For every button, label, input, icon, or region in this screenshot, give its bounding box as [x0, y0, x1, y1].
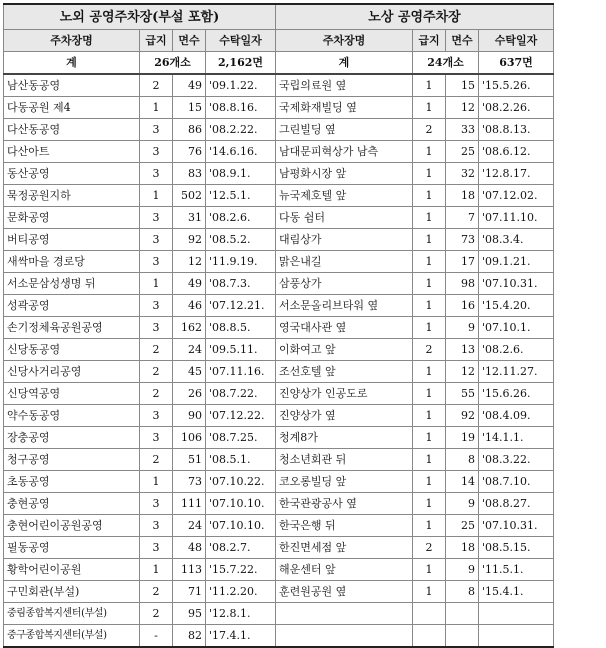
left-cell-grade: 3 [140, 207, 173, 229]
left-cell-grade: 3 [140, 515, 173, 537]
left-cell-spaces: 73 [173, 471, 206, 493]
left-cell-grade: 2 [140, 581, 173, 603]
right-cell-spaces: 12 [446, 97, 479, 119]
left-cell-spaces: 90 [173, 405, 206, 427]
col-header-name: 주차장명 [276, 30, 413, 52]
right-cell-date [479, 603, 554, 625]
right-cell-date: '07.11.10. [479, 207, 554, 229]
right-cell-name: 남대문피혁상가 남측 [276, 141, 413, 163]
right-cell-grade: 1 [413, 317, 446, 339]
right-cell-date: '08.8.27. [479, 493, 554, 515]
right-cell-grade: 2 [413, 119, 446, 141]
left-cell-spaces: 162 [173, 317, 206, 339]
right-cell-name: 청계8가 [276, 427, 413, 449]
left-cell-date: '15.7.22. [206, 559, 276, 581]
left-cell-grade: 2 [140, 339, 173, 361]
left-cell-date: '07.10.22. [206, 471, 276, 493]
left-cell-name: 동산공영 [4, 163, 140, 185]
right-cell-name: 영국대사관 옆 [276, 317, 413, 339]
right-cell-name: 맑은내길 [276, 251, 413, 273]
right-cell-grade: 1 [413, 449, 446, 471]
right-cell-spaces: 18 [446, 185, 479, 207]
right-cell-spaces: 25 [446, 141, 479, 163]
right-cell-date: '08.4.09. [479, 405, 554, 427]
left-cell-spaces: 71 [173, 581, 206, 603]
right-cell-spaces: 17 [446, 251, 479, 273]
right-cell-name: 진양상가 옆 [276, 405, 413, 427]
right-cell-grade: 1 [413, 163, 446, 185]
right-cell-grade: 1 [413, 251, 446, 273]
table-row [4, 449, 554, 471]
col-header-name: 주차장명 [4, 30, 140, 52]
table-row [4, 251, 554, 273]
table-row [4, 185, 554, 207]
right-cell-name: 대림상가 [276, 229, 413, 251]
left-cell-date: '08.9.1. [206, 163, 276, 185]
right-cell-spaces: 9 [446, 493, 479, 515]
left-cell-name: 버티공영 [4, 229, 140, 251]
left-cell-name: 신당사거리공영 [4, 361, 140, 383]
right-cell-spaces [446, 603, 479, 625]
right-cell-date: '07.12.02. [479, 185, 554, 207]
right-cell-name: 해운센터 앞 [276, 559, 413, 581]
left-cell-name: 충현어린이공원공영 [4, 515, 140, 537]
right-cell-name: 청소년회관 뒤 [276, 449, 413, 471]
left-cell-name: 신당동공영 [4, 339, 140, 361]
right-cell-date: '15.5.26. [479, 74, 554, 97]
left-cell-name: 남산동공영 [4, 74, 140, 97]
left-cell-date: '11.2.20. [206, 581, 276, 603]
left-cell-grade: 3 [140, 317, 173, 339]
left-cell-name: 다동공원 제4 [4, 97, 140, 119]
left-cell-name: 다산아트 [4, 141, 140, 163]
left-cell-date: '08.7.22. [206, 383, 276, 405]
left-cell-name: 중림종합복지센터(부설) [4, 603, 140, 625]
right-cell-spaces: 15 [446, 74, 479, 97]
right-cell-grade: 1 [413, 581, 446, 603]
left-cell-grade: 3 [140, 405, 173, 427]
left-cell-spaces: 49 [173, 273, 206, 295]
right-cell-name: 한진면세점 앞 [276, 537, 413, 559]
left-cell-spaces: 26 [173, 383, 206, 405]
left-cell-grade: 3 [140, 427, 173, 449]
left-cell-name: 묵정공원지하 [4, 185, 140, 207]
table-row [4, 559, 554, 581]
left-cell-date: '07.12.21. [206, 295, 276, 317]
left-cell-spaces: 86 [173, 119, 206, 141]
left-cell-name: 문화공영 [4, 207, 140, 229]
right-cell-date: '15.4.1. [479, 581, 554, 603]
table-row [4, 625, 554, 648]
left-cell-spaces: 113 [173, 559, 206, 581]
left-cell-date: '07.11.16. [206, 361, 276, 383]
left-cell-spaces: 83 [173, 163, 206, 185]
left-cell-spaces: 502 [173, 185, 206, 207]
table-row [4, 427, 554, 449]
right-cell-spaces: 8 [446, 581, 479, 603]
left-cell-name: 신당역공영 [4, 383, 140, 405]
left-cell-date: '14.6.16. [206, 141, 276, 163]
table-row [4, 537, 554, 559]
left-cell-date: '09.5.11. [206, 339, 276, 361]
left-cell-date: '07.10.10. [206, 493, 276, 515]
left-cell-date: '08.7.25. [206, 427, 276, 449]
table-row [4, 361, 554, 383]
total-spaces: 2,162면 [206, 52, 276, 75]
col-header-date: 수탁일자 [206, 30, 276, 52]
left-cell-name: 충현공영 [4, 493, 140, 515]
right-cell-spaces: 8 [446, 449, 479, 471]
left-cell-name: 초동공영 [4, 471, 140, 493]
left-cell-grade: - [140, 625, 173, 648]
left-cell-spaces: 49 [173, 74, 206, 97]
table-row [4, 581, 554, 603]
left-cell-name: 약수동공영 [4, 405, 140, 427]
right-cell-name: 진양상가 인공도로 [276, 383, 413, 405]
table-row [4, 229, 554, 251]
parking-lot-table [3, 3, 554, 648]
left-cell-date: '08.2.7. [206, 537, 276, 559]
right-cell-grade: 1 [413, 295, 446, 317]
total-spaces: 637면 [479, 52, 554, 75]
table-row [4, 383, 554, 405]
right-cell-date: '15.4.20. [479, 295, 554, 317]
left-cell-name: 황학어린이공원 [4, 559, 140, 581]
left-cell-spaces: 15 [173, 97, 206, 119]
right-cell-date: '12.8.17. [479, 163, 554, 185]
left-cell-grade: 3 [140, 119, 173, 141]
right-cell-name: 한국관광공사 옆 [276, 493, 413, 515]
left-cell-spaces: 24 [173, 339, 206, 361]
right-cell-spaces: 98 [446, 273, 479, 295]
right-cell-name: 국제화재빌딩 옆 [276, 97, 413, 119]
col-header-spaces: 면수 [173, 30, 206, 52]
right-cell-spaces: 19 [446, 427, 479, 449]
left-cell-grade: 1 [140, 273, 173, 295]
right-cell-date: '12.11.27. [479, 361, 554, 383]
right-cell-grade: 1 [413, 74, 446, 97]
left-cell-date: '09.1.22. [206, 74, 276, 97]
left-cell-date: '17.4.1. [206, 625, 276, 648]
total-label: 계 [4, 52, 140, 75]
table-row [4, 317, 554, 339]
right-cell-name: 코오롱빌딩 앞 [276, 471, 413, 493]
right-cell-name: 남평화시장 앞 [276, 163, 413, 185]
left-cell-name: 중구종합복지센터(부설) [4, 625, 140, 648]
left-cell-name: 손기정체육공원공영 [4, 317, 140, 339]
left-cell-grade: 3 [140, 229, 173, 251]
left-cell-grade: 2 [140, 383, 173, 405]
right-cell-name: 훈련원공원 옆 [276, 581, 413, 603]
right-cell-spaces: 55 [446, 383, 479, 405]
right-cell-spaces: 92 [446, 405, 479, 427]
left-cell-grade: 2 [140, 603, 173, 625]
right-cell-spaces [446, 625, 479, 648]
left-cell-date: '07.12.22. [206, 405, 276, 427]
table-row [4, 163, 554, 185]
left-cell-grade: 2 [140, 361, 173, 383]
left-cell-date: '08.8.5. [206, 317, 276, 339]
table-row [4, 273, 554, 295]
right-cell-grade: 1 [413, 471, 446, 493]
left-cell-spaces: 92 [173, 229, 206, 251]
right-cell-spaces: 9 [446, 317, 479, 339]
left-cell-grade: 3 [140, 295, 173, 317]
total-count: 26개소 [140, 52, 206, 75]
table-row [4, 97, 554, 119]
right-cell-grade: 1 [413, 405, 446, 427]
left-cell-grade: 2 [140, 449, 173, 471]
right-cell-spaces: 9 [446, 559, 479, 581]
table-row [4, 515, 554, 537]
left-cell-name: 새싹마을 경로당 [4, 251, 140, 273]
right-cell-spaces: 33 [446, 119, 479, 141]
table-row [4, 471, 554, 493]
right-cell-spaces: 7 [446, 207, 479, 229]
left-cell-name: 필동공영 [4, 537, 140, 559]
right-cell-name: 서소문올리브타워 옆 [276, 295, 413, 317]
col-header-grade: 급지 [140, 30, 173, 52]
right-cell-date: '08.3.4. [479, 229, 554, 251]
left-cell-spaces: 95 [173, 603, 206, 625]
right-cell-date: '08.2.26. [479, 97, 554, 119]
left-cell-date: '08.5.2. [206, 229, 276, 251]
left-cell-name: 성곽공영 [4, 295, 140, 317]
right-cell-grade: 1 [413, 273, 446, 295]
right-cell-spaces: 12 [446, 361, 479, 383]
right-cell-date: '07.10.1. [479, 317, 554, 339]
right-cell-date: '07.10.31. [479, 515, 554, 537]
right-cell-date: '08.7.10. [479, 471, 554, 493]
right-cell-name: 한국은행 뒤 [276, 515, 413, 537]
right-cell-name [276, 625, 413, 648]
right-cell-grade: 2 [413, 537, 446, 559]
right-cell-date: '11.5.1. [479, 559, 554, 581]
left-cell-spaces: 51 [173, 449, 206, 471]
left-cell-spaces: 76 [173, 141, 206, 163]
right-cell-spaces: 14 [446, 471, 479, 493]
right-cell-date: '08.8.13. [479, 119, 554, 141]
right-cell-name: 그린빌딩 옆 [276, 119, 413, 141]
left-cell-name: 다산동공영 [4, 119, 140, 141]
left-cell-date: '08.5.1. [206, 449, 276, 471]
right-cell-spaces: 18 [446, 537, 479, 559]
right-cell-spaces: 32 [446, 163, 479, 185]
right-cell-name: 조선호텔 앞 [276, 361, 413, 383]
right-cell-date: '08.6.12. [479, 141, 554, 163]
right-cell-grade: 1 [413, 229, 446, 251]
left-cell-spaces: 46 [173, 295, 206, 317]
right-cell-spaces: 73 [446, 229, 479, 251]
left-cell-name: 서소문삼성생명 뒤 [4, 273, 140, 295]
left-cell-date: '08.7.3. [206, 273, 276, 295]
right-cell-grade: 1 [413, 207, 446, 229]
right-cell-date: '08.2.6. [479, 339, 554, 361]
table-row [4, 405, 554, 427]
left-cell-date: '07.10.10. [206, 515, 276, 537]
right-cell-date: '09.1.21. [479, 251, 554, 273]
left-cell-grade: 3 [140, 163, 173, 185]
left-cell-name: 구민회관(부설) [4, 581, 140, 603]
left-cell-name: 장충공영 [4, 427, 140, 449]
left-cell-name: 청구공영 [4, 449, 140, 471]
table-row [4, 603, 554, 625]
right-cell-name: 다동 쉼터 [276, 207, 413, 229]
table-row [4, 339, 554, 361]
left-cell-grade: 3 [140, 141, 173, 163]
right-cell-name: 국립의료원 옆 [276, 74, 413, 97]
left-cell-date: '12.8.1. [206, 603, 276, 625]
right-cell-date [479, 625, 554, 648]
right-cell-date: '07.10.31. [479, 273, 554, 295]
left-cell-spaces: 12 [173, 251, 206, 273]
left-cell-grade: 1 [140, 185, 173, 207]
right-cell-grade: 1 [413, 185, 446, 207]
left-cell-date: '08.2.22. [206, 119, 276, 141]
table-row [4, 295, 554, 317]
left-cell-spaces: 45 [173, 361, 206, 383]
col-header-date: 수탁일자 [479, 30, 554, 52]
left-cell-grade: 1 [140, 559, 173, 581]
left-cell-date: '12.5.1. [206, 185, 276, 207]
table-row [4, 493, 554, 515]
parking-lot-table-container [3, 3, 554, 648]
right-cell-grade: 2 [413, 339, 446, 361]
right-cell-name: 뉴국제호텔 앞 [276, 185, 413, 207]
left-cell-grade: 1 [140, 471, 173, 493]
right-cell-grade: 1 [413, 559, 446, 581]
right-cell-date: '14.1.1. [479, 427, 554, 449]
left-cell-date: '08.2.6. [206, 207, 276, 229]
right-cell-grade: 1 [413, 97, 446, 119]
left-cell-spaces: 31 [173, 207, 206, 229]
left-cell-spaces: 24 [173, 515, 206, 537]
left-cell-spaces: 48 [173, 537, 206, 559]
left-cell-date: '11.9.19. [206, 251, 276, 273]
right-cell-name [276, 603, 413, 625]
left-cell-date: '08.8.16. [206, 97, 276, 119]
left-cell-spaces: 82 [173, 625, 206, 648]
right-cell-grade: 1 [413, 515, 446, 537]
table-row [4, 119, 554, 141]
table-row [4, 141, 554, 163]
table-row [4, 207, 554, 229]
right-cell-name: 이화여고 앞 [276, 339, 413, 361]
left-cell-grade: 3 [140, 537, 173, 559]
left-cell-grade: 3 [140, 251, 173, 273]
left-cell-grade: 3 [140, 493, 173, 515]
right-cell-spaces: 16 [446, 295, 479, 317]
table-row [4, 74, 554, 97]
total-count: 24개소 [413, 52, 479, 75]
right-cell-grade: 1 [413, 141, 446, 163]
col-header-grade: 급지 [413, 30, 446, 52]
left-cell-grade: 1 [140, 97, 173, 119]
right-cell-date: '08.3.22. [479, 449, 554, 471]
right-cell-grade [413, 603, 446, 625]
right-cell-grade: 1 [413, 361, 446, 383]
right-cell-spaces: 13 [446, 339, 479, 361]
left-cell-spaces: 111 [173, 493, 206, 515]
col-header-spaces: 면수 [446, 30, 479, 52]
right-cell-spaces: 25 [446, 515, 479, 537]
left-cell-spaces: 106 [173, 427, 206, 449]
right-cell-grade: 1 [413, 383, 446, 405]
right-cell-date: '15.6.26. [479, 383, 554, 405]
right-cell-name: 삼풍상가 [276, 273, 413, 295]
right-cell-grade [413, 625, 446, 648]
right-cell-grade: 1 [413, 493, 446, 515]
offstreet-section-title: 노외 공영주차장(부설 포함) [4, 4, 276, 30]
total-label: 계 [276, 52, 413, 75]
right-cell-grade: 1 [413, 427, 446, 449]
onstreet-section-title: 노상 공영주차장 [276, 4, 554, 30]
left-cell-grade: 2 [140, 74, 173, 97]
right-cell-date: '08.5.15. [479, 537, 554, 559]
